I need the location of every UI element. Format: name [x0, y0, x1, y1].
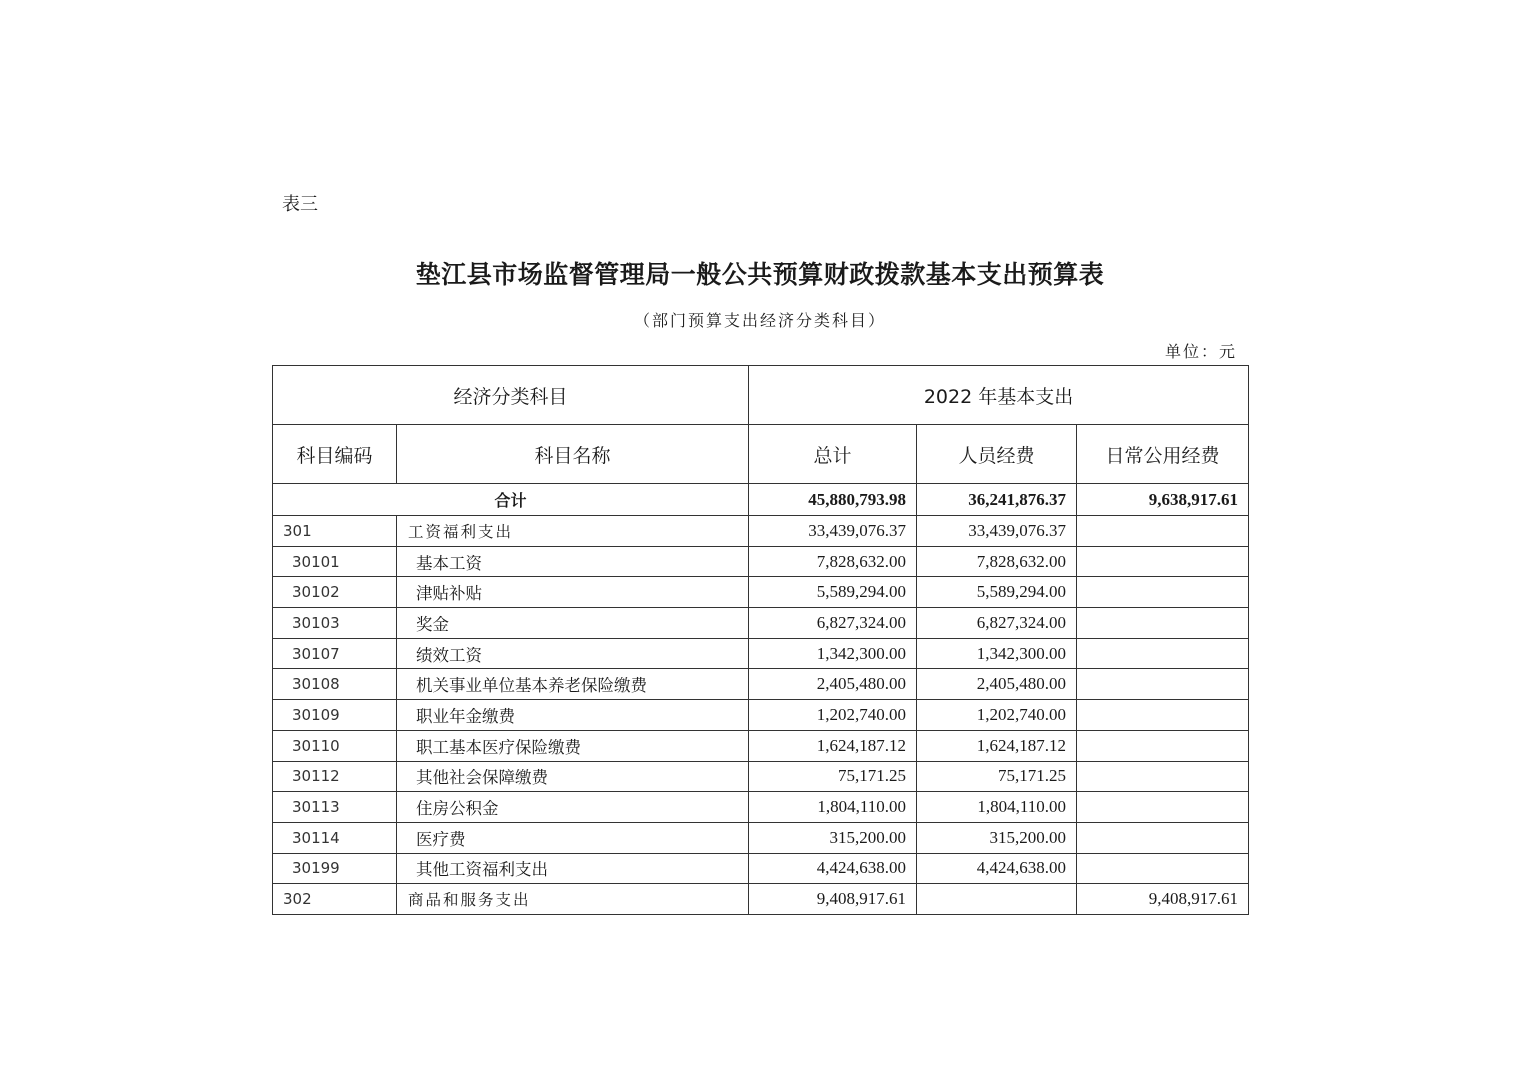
budget-table — [272, 365, 1249, 915]
row-total: 2,405,480.00 — [749, 669, 917, 700]
row-name: 职业年金缴费 — [397, 700, 749, 731]
table-row — [273, 516, 1249, 547]
row-total: 315,200.00 — [749, 822, 917, 853]
row-public — [1077, 577, 1249, 608]
table-row — [273, 546, 1249, 577]
row-public — [1077, 853, 1249, 884]
row-name: 工资福利支出 — [397, 516, 749, 547]
row-code: 302 — [273, 884, 397, 915]
row-name: 奖金 — [397, 608, 749, 639]
row-name: 绩效工资 — [397, 638, 749, 669]
row-code: 30107 — [273, 638, 397, 669]
row-name: 津贴补贴 — [397, 577, 749, 608]
table-row — [273, 669, 1249, 700]
row-total: 75,171.25 — [749, 761, 917, 792]
total-personnel: 36,241,876.37 — [917, 484, 1077, 516]
table-row — [273, 700, 1249, 731]
row-personnel: 1,202,740.00 — [917, 700, 1077, 731]
row-public — [1077, 792, 1249, 823]
row-code: 30113 — [273, 792, 397, 823]
row-code: 30114 — [273, 822, 397, 853]
row-total: 33,439,076.37 — [749, 516, 917, 547]
row-public — [1077, 608, 1249, 639]
row-name: 机关事业单位基本养老保险缴费 — [397, 669, 749, 700]
row-code: 30110 — [273, 730, 397, 761]
total-label: 合计 — [273, 484, 749, 516]
table-row — [273, 608, 1249, 639]
row-personnel: 6,827,324.00 — [917, 608, 1077, 639]
row-public — [1077, 516, 1249, 547]
row-total: 1,202,740.00 — [749, 700, 917, 731]
header-name: 科目名称 — [397, 425, 749, 484]
row-name: 其他社会保障缴费 — [397, 761, 749, 792]
row-personnel: 315,200.00 — [917, 822, 1077, 853]
row-code: 30103 — [273, 608, 397, 639]
header-economic-class: 经济分类科目 — [273, 366, 749, 425]
row-code: 30101 — [273, 546, 397, 577]
row-public — [1077, 669, 1249, 700]
header-public: 日常公用经费 — [1077, 425, 1249, 484]
row-total: 5,589,294.00 — [749, 577, 917, 608]
row-name: 商品和服务支出 — [397, 884, 749, 915]
row-public: 9,408,917.61 — [1077, 884, 1249, 915]
row-personnel: 2,405,480.00 — [917, 669, 1077, 700]
document-title: 垫江县市场监督管理局一般公共预算财政拨款基本支出预算表 — [415, 260, 1105, 289]
row-personnel: 1,342,300.00 — [917, 638, 1077, 669]
table-row — [273, 884, 1249, 915]
table-row — [273, 822, 1249, 853]
row-code: 30109 — [273, 700, 397, 731]
row-code: 30112 — [273, 761, 397, 792]
table-row — [273, 761, 1249, 792]
row-public — [1077, 700, 1249, 731]
row-public — [1077, 546, 1249, 577]
row-name: 其他工资福利支出 — [397, 853, 749, 884]
row-personnel: 75,171.25 — [917, 761, 1077, 792]
group-header-row — [273, 366, 1249, 425]
table-row — [273, 730, 1249, 761]
header-code: 科目编码 — [273, 425, 397, 484]
row-code: 301 — [273, 516, 397, 547]
total-public: 9,638,917.61 — [1077, 484, 1249, 516]
row-personnel: 7,828,632.00 — [917, 546, 1077, 577]
row-total: 4,424,638.00 — [749, 853, 917, 884]
row-name: 医疗费 — [397, 822, 749, 853]
table-row — [273, 792, 1249, 823]
table-label: 表三 — [282, 194, 318, 215]
row-name: 基本工资 — [397, 546, 749, 577]
row-total: 1,342,300.00 — [749, 638, 917, 669]
row-total: 1,804,110.00 — [749, 792, 917, 823]
row-public — [1077, 822, 1249, 853]
column-header-row — [273, 425, 1249, 484]
row-total: 1,624,187.12 — [749, 730, 917, 761]
row-personnel: 1,624,187.12 — [917, 730, 1077, 761]
table-row — [273, 638, 1249, 669]
row-name: 住房公积金 — [397, 792, 749, 823]
header-personnel: 人员经费 — [917, 425, 1077, 484]
table-row — [273, 577, 1249, 608]
row-name: 职工基本医疗保险缴费 — [397, 730, 749, 761]
total-row — [273, 484, 1249, 516]
row-personnel: 33,439,076.37 — [917, 516, 1077, 547]
row-total: 6,827,324.00 — [749, 608, 917, 639]
header-total: 总计 — [749, 425, 917, 484]
document-subtitle: （部门预算支出经济分类科目） — [633, 311, 886, 330]
row-code: 30199 — [273, 853, 397, 884]
total-total: 45,880,793.98 — [749, 484, 917, 516]
row-public — [1077, 638, 1249, 669]
table-row — [273, 853, 1249, 884]
row-personnel — [917, 884, 1077, 915]
header-basic-expense: 2022 年基本支出 — [749, 366, 1249, 425]
row-code: 30102 — [273, 577, 397, 608]
row-public — [1077, 761, 1249, 792]
row-personnel: 5,589,294.00 — [917, 577, 1077, 608]
unit-label: 单位：元 — [1164, 342, 1237, 361]
row-total: 7,828,632.00 — [749, 546, 917, 577]
row-total: 9,408,917.61 — [749, 884, 917, 915]
row-code: 30108 — [273, 669, 397, 700]
row-personnel: 4,424,638.00 — [917, 853, 1077, 884]
row-public — [1077, 730, 1249, 761]
row-personnel: 1,804,110.00 — [917, 792, 1077, 823]
